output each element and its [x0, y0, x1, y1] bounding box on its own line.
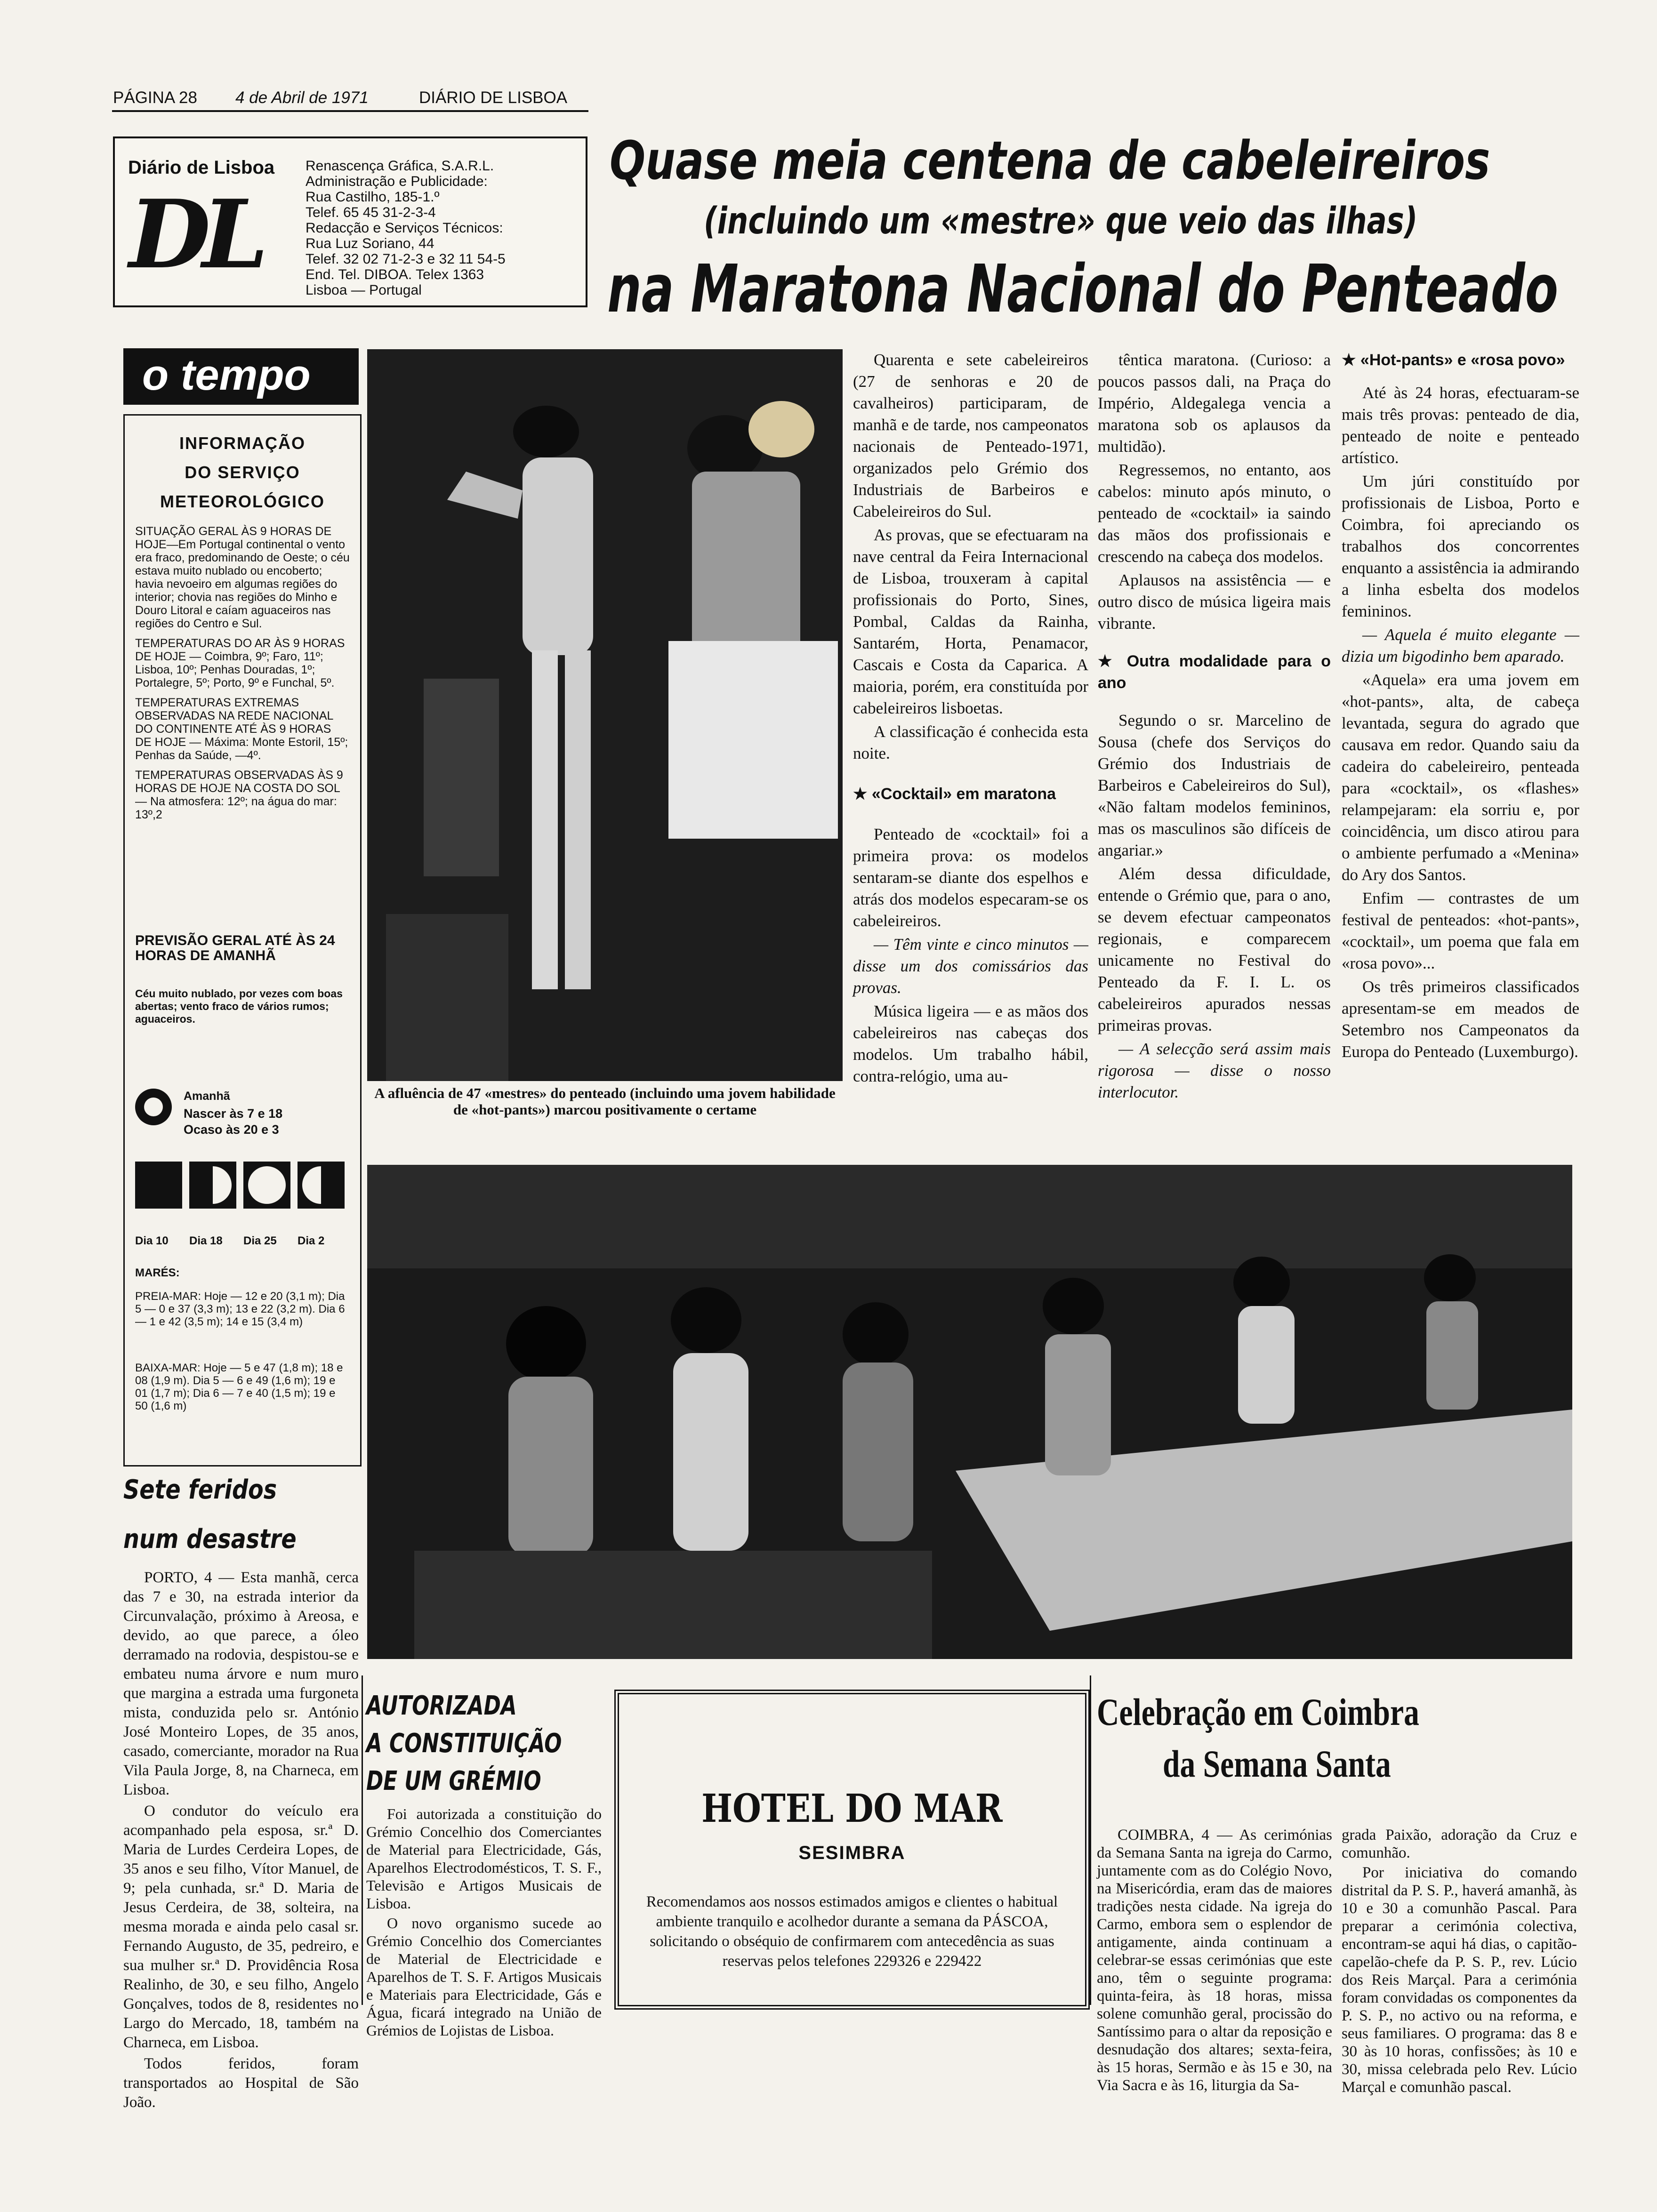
weather-paragraph: TEMPERATURAS DO AR ÀS 9 HORAS DE HOJE — Coimbra, 9º; Faro, 11º; Lisboa, 10º; Penhas Douradas, 1º; Portalegre, 5º; Porto, 9º e Funchal, 5º.	[135, 637, 345, 689]
subhead-cocktail: ★ «Cocktail» em maratona	[853, 785, 1056, 803]
weather-title	[125, 429, 360, 516]
article-col-3	[1342, 349, 1579, 1065]
photo-competition-hall	[367, 1165, 1572, 1659]
coimbra-col-1	[1097, 1826, 1332, 2096]
coimbra-title-2: da Semana Santa	[1163, 1742, 1391, 1785]
article-paragraph: «Aquela» era uma jovem em «hot-pants», alta, de cabeça levantada, segura do agrado que causava em redor. Quando saiu da cadeira do cabeleireiro, penteada para «cocktail», os «flashes» relampejaram: ela sorriu e, por coincidência, um disco atirou para o ambiente perfumado a «Menina» do Ary dos Santos.	[1342, 671, 1579, 884]
weather-box	[123, 414, 362, 1467]
masthead-line: Telef. 65 45 31-2-3-4	[306, 205, 436, 220]
gremio-title-line: DE UM GRÉMIO	[366, 1766, 541, 1796]
weather-title-line: DO SERVIÇO	[185, 463, 300, 482]
photo-caption: A afluência de 47 «mestres» do penteado (incluindo uma jovem habilidade de «hot-pants») marcou positivamente o certame	[374, 1085, 836, 1118]
ad-place: SESIMBRA	[798, 1843, 906, 1863]
top-bar	[113, 88, 588, 110]
moon-phase-icon	[243, 1162, 290, 1209]
article-paragraph: Um júri constituído por profissionais de Lisboa, Porto e Coimbra, foi apreciando os trabalhos dos concorrentes enquanto a assistência ia admirando a linha esbelta dos modelos femininos.	[1342, 472, 1579, 620]
article-paragraph: Os três primeiros classificados apresentam-se em meados de Setembro nos Campeonatos da Europa do Penteado (Luxemburgo).	[1342, 978, 1579, 1061]
column-rule	[1090, 1675, 1091, 2005]
weather-text	[135, 525, 350, 828]
forecast-title: PREVISÃO GERAL ATÉ ÀS 24 HORAS DE AMANHÃ	[135, 933, 335, 963]
sunrise: Nascer às 7 e 18	[184, 1106, 283, 1121]
sun-label: Amanhã	[184, 1090, 230, 1103]
coimbra-title-1: Celebração em Coimbra	[1097, 1691, 1419, 1733]
article-paragraph: Até às 24 horas, efectuaram-se mais três provas: penteado de dia, penteado de noite e penteado artístico.	[1342, 384, 1579, 467]
sete-paragraph: Todos feridos, foram transportados ao Hospital de São João.	[123, 2055, 359, 2111]
article-col-1	[853, 349, 1088, 1089]
article-paragraph: Música ligeira — e as mãos dos cabeleireiros nas cabeças dos modelos. Um trabalho hábil, contra-relógio, uma au-	[853, 1002, 1088, 1085]
article-col-2	[1098, 349, 1331, 1105]
weather-logo	[123, 348, 359, 405]
photo-illustration	[367, 1165, 1572, 1659]
headline-line-3: na Maratona Nacional do Penteado	[607, 251, 1559, 328]
weather-title-line: METEOROLÓGICO	[160, 492, 325, 511]
moon-day: Dia 2	[298, 1234, 325, 1247]
column-rule	[362, 1675, 363, 2005]
masthead-line: Renascença Gráfica, S.A.R.L.	[306, 158, 494, 174]
tides-label: MARÉS:	[135, 1266, 180, 1279]
article-paragraph: A classificação é conhecida esta noite.	[853, 722, 1088, 762]
article-paragraph: Enfim — contrastes de um festival de penteados: «hot-pants», «cocktail», um poema que fala em «rosa povo»...	[1342, 889, 1579, 972]
article-paragraph: Quarenta e sete cabeleireiros (27 de senhoras e 20 de cavalheiros) participaram, de manhã e de tarde, nos campeonatos nacionais de Penteado-1971, organizados pelo Grémio dos Industriais de Barbeiros e Cabeleireiros do Sul.	[853, 351, 1088, 521]
forecast-text: Céu muito nublado, por vezes com boas abertas; vento fraco de vários rumos; aguaceiros.	[135, 987, 343, 1025]
headline-line-1: Quase meia centena de cabeleireiros	[610, 130, 1490, 192]
photo-illustration	[367, 349, 843, 1081]
ad-title: HOTEL DO MAR	[701, 1786, 1003, 1831]
subhead-hot-pants: ★ «Hot-pants» e «rosa povo»	[1342, 351, 1565, 369]
article-paragraph: — Têm vinte e cinco minutos — disse um dos comissários das provas.	[853, 935, 1088, 997]
issue-date: 4 de Abril de 1971	[235, 88, 369, 107]
moon-day: Dia 25	[243, 1234, 277, 1247]
gremio-paragraph: Foi autorizada a constituição do Grémio Concelhio dos Comerciantes de Material para Electricidade, Gás, Aparelhos Electrodomésticos, T. S. F., Televisão e Artigos Musicais de Lisboa.	[366, 1805, 602, 1912]
moon-phase-icon	[189, 1162, 236, 1209]
photo-hairdressers	[367, 349, 843, 1081]
weather-title-line: INFORMAÇÃO	[179, 433, 306, 453]
moon-day: Dia 10	[135, 1234, 169, 1247]
masthead-box	[113, 136, 587, 307]
masthead-line: Rua Castilho, 185-1.º	[306, 189, 440, 205]
masthead-line: Redacção e Serviços Técnicos:	[306, 220, 503, 236]
paper-name: DIÁRIO DE LISBOA	[419, 88, 568, 107]
moon-phase-icon	[135, 1162, 182, 1209]
low-tide: BAIXA-MAR: Hoje — 5 e 47 (1,8 m); 18 e 08 (1,9 m). Dia 5 — 6 e 49 (1,6 m); 19 e 01 (1,7 m); Dia 6 — 7 e 40 (1,5 m); 19 e 50 (1,6 m)	[135, 1362, 343, 1412]
dl-logo: DL	[129, 179, 260, 290]
sete-body	[123, 1568, 359, 2114]
masthead-name: Diário de Lisboa	[128, 157, 275, 178]
sun-icon	[135, 1089, 172, 1125]
coimbra-paragraph: COIMBRA, 4 — As cerimónias da Semana Santa na igreja do Carmo, juntamente com as do Colégio Novo, na Misericórdia, eram das de maiores tradições nesta cidade. Na igreja do Carmo, embora sem o esplendor de antigamente, ainda continuam a celebrar-se essas cerimónias que este ano, têm o seguinte programa: quinta-feira, às 18 horas, missa solene comunhão geral, procissão do Santíssimo para o altar da reposição e desnudação dos altares; sexta-feira, às 15 horas, Sermão e às 15 e 30, na Via Sacra e às 16, liturgia da Sa-	[1097, 1827, 1332, 2094]
sete-paragraph: O condutor do veículo era acompanhado pela esposa, sr.ª D. Maria de Lurdes Cerdeira Lopes, de 35 anos e seu filho, Vítor Manuel, de 9; pela cunhada, sr.ª D. Maria de Jesus Cerdeira, de 38, solteira, na mesma morada e ainda pelo casal sr. Fernando Augusto, de 35, pedreiro, e sua mulher sr.ª D. Providência Rosa Realinho, de 30, e seu filho, Angelo Gonçalves, todos de 8, residentes no Largo do Mercado, 18, também na Charneca, em Lisboa.	[123, 1803, 359, 2051]
subhead-modalidade: ★ Outra modalidade para o ano	[1098, 652, 1331, 692]
moon-day: Dia 18	[189, 1234, 223, 1247]
weather-paragraph: TEMPERATURAS EXTREMAS OBSERVADAS NA REDE NACIONAL DO CONTINENTE ATÉ ÀS 9 HORAS DE HOJE — Máxima: Monte Estoril, 15º; Penhas da Saúde, —4º.	[135, 696, 348, 762]
weather-paragraph: SITUAÇÃO GERAL ÀS 9 HORAS DE HOJE—Em Portugal continental o vento era fraco, predominando de Oeste; o céu estava muito nublado ou encoberto; havia nevoeiro em algumas regiões do interior; chovia nas regiões do Minho e Douro Litoral e caíam aguaceiros nas regiões do Centro e Sul.	[135, 525, 350, 630]
gremio-title	[366, 1687, 562, 1800]
masthead-info	[306, 158, 583, 298]
moon-phase-icon	[298, 1162, 345, 1209]
article-paragraph: têntica maratona. (Curioso: a poucos passos dali, na Praça do Império, Aldegalega vencia a maratona sob os aplausos da multidão).	[1098, 351, 1331, 456]
sunset: Ocaso às 20 e 3	[184, 1122, 279, 1137]
masthead-line: Administração e Publicidade:	[306, 174, 488, 189]
masthead-line: Lisboa — Portugal	[306, 282, 422, 298]
weather-logo-text: o tempo	[142, 351, 311, 399]
sete-title-2: num desastre	[123, 1524, 297, 1555]
high-tide: PREIA-MAR: Hoje — 12 e 20 (3,1 m); Dia 5 — 0 e 37 (3,3 m); 13 e 22 (3,2 m). Dia 6 — 1 e 42 (3,5 m); 14 e 15 (3,4 m)	[135, 1290, 345, 1328]
sete-title-1: Sete feridos	[123, 1475, 277, 1505]
gremio-title-line: AUTORIZADA	[366, 1691, 517, 1721]
coimbra-paragraph: grada Paixão, adoração da Cruz e comunhão.	[1342, 1827, 1577, 1861]
gremio-body	[366, 1805, 602, 2041]
masthead-line: Rua Luz Soriano, 44	[306, 236, 434, 251]
coimbra-col-2	[1342, 1826, 1577, 2098]
article-paragraph: — A selecção será assim mais rigorosa — disse o nosso interlocutor.	[1098, 1040, 1331, 1101]
coimbra-paragraph: Por iniciativa do comando distrital da P. S. P., haverá amanhã, às 10 e 30 a comunhão Pascal. Para preparar a cerimónia colectiva, encontram-se aqui há dias, o capitão-capelão-chefe da P. S. P., rev. Lúcio dos Reis Marçal. Para a cerimónia foram convidadas os componentes da P. S. P., no activo ou na reforma, e seus familiares. O programa: das 8 e 30 às 10 horas, confissões; às 10 e 30, missa celebrada pelo Rev. Lúcio Marçal e comunhão pascal.	[1342, 1864, 1577, 2096]
headline-line-2: (incluindo um «mestre» que veio das ilhas)	[704, 200, 1418, 242]
page-number: PÁGINA 28	[113, 88, 197, 107]
gremio-title-line: A CONSTITUIÇÃO	[366, 1728, 562, 1759]
masthead-line: Telef. 32 02 71-2-3 e 32 11 54-5	[306, 251, 506, 267]
ad-text: Recomendamos aos nossos estimados amigos e clientes o habitual ambiente tranquilo e acolhedor durante a semana da PÁSCOA, solicitando o obséquio de confirmarem com antecedência as suas reservas pelos telefones 229326 e 229422	[646, 1893, 1058, 1970]
sete-paragraph: PORTO, 4 — Esta manhã, cerca das 7 e 30, na estrada interior da Circunvalação, próximo à Areosa, e devido, ao que parece, a óleo derramado na rodovia, despistou-se e embateu numa árvore e num muro que margina a estrada uma furgoneta mista, conduzida pelo sr. António José Monteiro Lopes, de 35 anos, casado, comerciante, morador na Rua Vila Paula Jorge, 8, na Charneca, em Lisboa.	[123, 1569, 359, 1798]
article-paragraph: Regressemos, no entanto, aos cabelos: minuto após minuto, o penteado de «cocktail» ia saindo das mãos dos profissionais e crescendo na cabeça dos modelos.	[1098, 461, 1331, 566]
masthead-line: End. Tel. DIBOA. Telex 1363	[306, 267, 484, 282]
top-rule	[112, 110, 588, 112]
article-paragraph: Aplausos na assistência — e outro disco de música ligeira mais vibrante.	[1098, 571, 1331, 633]
article-paragraph: — Aquela é muito elegante — dizia um bigodinho bem aparado.	[1342, 625, 1579, 665]
article-paragraph: Penteado de «cocktail» foi a primeira prova: os modelos sentaram-se diante dos espelhos e atrás dos modelos especaram-se os cabeleireiros.	[853, 825, 1088, 930]
gremio-paragraph: O novo organismo sucede ao Grémio Concelhio dos Comerciantes de Material de Electricidade e Aparelhos de T. S. F. Artigos Musicais e Materiais para Electricidade, Gás e Água, ficará integrado na União de Grémios de Lojistas de Lisboa.	[366, 1915, 602, 2039]
hotel-ad	[614, 1690, 1090, 2010]
article-paragraph: Além dessa dificuldade, entende o Grémio que, para o ano, se devem efectuar campeonatos regionais, e comparecem unicamente no Festival do Penteado da F. I. L. os cabeleireiros apurados nessas primeiras provas.	[1098, 865, 1331, 1034]
article-paragraph: Segundo o sr. Marcelino de Sousa (chefe dos Serviços do Grémio dos Industriais de Barbeiros e Cabeleireiros do Sul), «Não faltam modelos femininos, mas os masculinos são difíceis de angariar.»	[1098, 711, 1331, 859]
article-paragraph: As provas, que se efectuaram na nave central da Feira Internacional de Lisboa, trouxeram à capital profissionais do Porto, Sines, Pombal, Caldas da Rainha, Santarém, Horta, Penamacor, Cascais e Costa da Caparica. A maioria, porém, era constituída por cabeleireiros lisboetas.	[853, 526, 1088, 717]
weather-paragraph: TEMPERATURAS OBSERVADAS ÀS 9 HORAS DE HOJE NA COSTA DO SOL — Na atmosfera: 12º; na água do mar: 13º,2	[135, 769, 343, 821]
